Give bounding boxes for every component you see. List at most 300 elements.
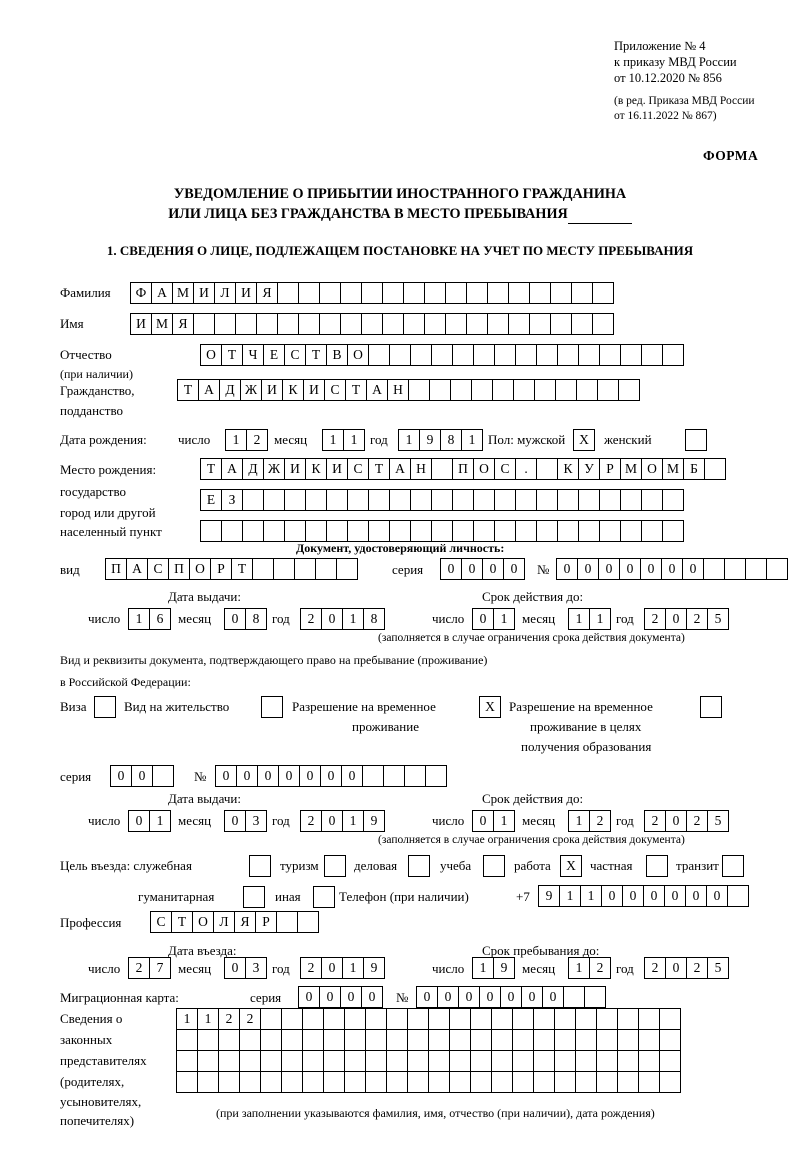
char-cell[interactable]: О (641, 458, 663, 480)
char-cell[interactable]: Ф (130, 282, 152, 304)
char-cell[interactable]: Р (255, 911, 277, 933)
permit-number-cells[interactable] (215, 765, 446, 787)
char-cell[interactable] (596, 1029, 618, 1051)
char-cell[interactable] (326, 489, 348, 511)
char-cell[interactable]: П (452, 458, 474, 480)
char-cell[interactable] (294, 558, 316, 580)
char-cell[interactable] (176, 1071, 198, 1093)
char-cell[interactable]: Е (263, 344, 285, 366)
doc-valid-month-cells[interactable] (568, 608, 610, 630)
char-cell[interactable]: И (235, 282, 257, 304)
char-cell[interactable]: 1 (589, 608, 611, 630)
char-cell[interactable]: 0 (661, 558, 683, 580)
char-cell[interactable] (550, 282, 572, 304)
char-cell[interactable] (235, 313, 257, 335)
char-cell[interactable] (452, 520, 474, 542)
char-cell[interactable]: 8 (440, 429, 462, 451)
char-cell[interactable] (281, 1029, 303, 1051)
char-cell[interactable]: 1 (568, 957, 590, 979)
char-cell[interactable]: 0 (437, 986, 459, 1008)
purpose-humanitarian-checkbox[interactable] (243, 886, 265, 908)
char-cell[interactable]: С (284, 344, 306, 366)
char-cell[interactable] (404, 765, 426, 787)
char-cell[interactable] (284, 520, 306, 542)
char-cell[interactable] (638, 1029, 660, 1051)
purpose-tourism-checkbox[interactable] (324, 855, 346, 877)
char-cell[interactable] (218, 1029, 240, 1051)
char-cell[interactable] (617, 1029, 639, 1051)
char-cell[interactable] (620, 489, 642, 511)
sex-male-checkbox[interactable]: X (573, 429, 595, 451)
doc-issue-month-cells[interactable] (224, 608, 266, 630)
char-cell[interactable] (576, 379, 598, 401)
char-cell[interactable]: 2 (589, 957, 611, 979)
char-cell[interactable]: 0 (503, 558, 525, 580)
char-cell[interactable]: 0 (298, 986, 320, 1008)
char-cell[interactable] (512, 1071, 534, 1093)
char-cell[interactable] (340, 282, 362, 304)
char-cell[interactable]: 0 (685, 885, 707, 907)
char-cell[interactable] (557, 520, 579, 542)
char-cell[interactable] (344, 1029, 366, 1051)
char-cell[interactable]: 0 (257, 765, 279, 787)
doc-number-cells[interactable] (556, 558, 787, 580)
char-cell[interactable] (473, 344, 495, 366)
char-cell[interactable] (152, 765, 174, 787)
stay-month-cells[interactable] (568, 957, 610, 979)
char-cell[interactable] (641, 489, 663, 511)
char-cell[interactable] (512, 1029, 534, 1051)
char-cell[interactable]: 0 (521, 986, 543, 1008)
surname-cells[interactable] (130, 282, 613, 304)
char-cell[interactable]: 2 (644, 810, 666, 832)
char-cell[interactable] (344, 1008, 366, 1030)
phone-cells[interactable] (538, 885, 748, 907)
char-cell[interactable] (407, 1050, 429, 1072)
char-cell[interactable]: С (324, 379, 346, 401)
edu-residence-checkbox[interactable] (700, 696, 722, 718)
char-cell[interactable]: О (347, 344, 369, 366)
char-cell[interactable] (260, 1050, 282, 1072)
char-cell[interactable] (407, 1071, 429, 1093)
char-cell[interactable] (403, 282, 425, 304)
char-cell[interactable] (239, 1071, 261, 1093)
char-cell[interactable] (536, 344, 558, 366)
char-cell[interactable] (386, 1029, 408, 1051)
char-cell[interactable]: 0 (128, 810, 150, 832)
char-cell[interactable] (193, 313, 215, 335)
char-cell[interactable] (529, 313, 551, 335)
char-cell[interactable] (533, 1071, 555, 1093)
char-cell[interactable]: 1 (342, 957, 364, 979)
char-cell[interactable] (529, 282, 551, 304)
char-cell[interactable] (340, 313, 362, 335)
char-cell[interactable]: 1 (568, 810, 590, 832)
char-cell[interactable] (536, 489, 558, 511)
permit-issue-month-cells[interactable] (224, 810, 266, 832)
doc-series-cells[interactable] (440, 558, 524, 580)
char-cell[interactable]: А (389, 458, 411, 480)
char-cell[interactable] (176, 1050, 198, 1072)
char-cell[interactable] (445, 282, 467, 304)
char-cell[interactable] (662, 344, 684, 366)
char-cell[interactable]: 6 (149, 608, 171, 630)
char-cell[interactable]: 0 (440, 558, 462, 580)
char-cell[interactable] (431, 458, 453, 480)
char-cell[interactable]: 1 (197, 1008, 219, 1030)
char-cell[interactable]: 9 (363, 810, 385, 832)
char-cell[interactable] (242, 520, 264, 542)
char-cell[interactable]: 0 (482, 558, 504, 580)
char-cell[interactable]: 5 (707, 810, 729, 832)
char-cell[interactable]: 0 (236, 765, 258, 787)
birthplace-row3-cells[interactable] (200, 520, 683, 542)
entry-year-cells[interactable] (300, 957, 384, 979)
char-cell[interactable] (368, 489, 390, 511)
char-cell[interactable] (557, 344, 579, 366)
char-cell[interactable] (386, 1050, 408, 1072)
char-cell[interactable] (575, 1071, 597, 1093)
char-cell[interactable]: 1 (568, 608, 590, 630)
char-cell[interactable]: О (189, 558, 211, 580)
birthplace-row2-cells[interactable] (200, 489, 683, 511)
char-cell[interactable] (659, 1071, 681, 1093)
char-cell[interactable] (515, 520, 537, 542)
char-cell[interactable]: 8 (363, 608, 385, 630)
char-cell[interactable] (659, 1008, 681, 1030)
char-cell[interactable] (428, 1071, 450, 1093)
char-cell[interactable]: И (284, 458, 306, 480)
temp-residence-checkbox[interactable]: X (479, 696, 501, 718)
char-cell[interactable]: 0 (299, 765, 321, 787)
char-cell[interactable] (382, 313, 404, 335)
char-cell[interactable] (536, 458, 558, 480)
char-cell[interactable]: 1 (225, 429, 247, 451)
char-cell[interactable] (512, 1050, 534, 1072)
doc-valid-year-cells[interactable] (644, 608, 728, 630)
char-cell[interactable]: 0 (321, 810, 343, 832)
char-cell[interactable]: З (221, 489, 243, 511)
char-cell[interactable] (276, 911, 298, 933)
residence-checkbox[interactable] (261, 696, 283, 718)
char-cell[interactable] (431, 344, 453, 366)
profession-cells[interactable] (150, 911, 318, 933)
char-cell[interactable] (555, 379, 577, 401)
char-cell[interactable]: 0 (361, 986, 383, 1008)
char-cell[interactable] (344, 1071, 366, 1093)
char-cell[interactable]: А (126, 558, 148, 580)
citizenship-cells[interactable] (177, 379, 639, 401)
char-cell[interactable]: М (662, 458, 684, 480)
char-cell[interactable]: Т (177, 379, 199, 401)
char-cell[interactable]: И (303, 379, 325, 401)
char-cell[interactable]: 9 (363, 957, 385, 979)
char-cell[interactable] (578, 520, 600, 542)
char-cell[interactable]: 2 (686, 810, 708, 832)
char-cell[interactable] (408, 379, 430, 401)
char-cell[interactable] (302, 1029, 324, 1051)
char-cell[interactable] (429, 379, 451, 401)
char-cell[interactable] (256, 313, 278, 335)
char-cell[interactable]: 0 (643, 885, 665, 907)
char-cell[interactable] (315, 558, 337, 580)
patronymic-cells[interactable] (200, 344, 683, 366)
legal-rep-row3-cells[interactable] (176, 1050, 680, 1072)
char-cell[interactable] (431, 520, 453, 542)
char-cell[interactable]: 1 (559, 885, 581, 907)
doc-kind-cells[interactable] (105, 558, 357, 580)
char-cell[interactable] (554, 1008, 576, 1030)
char-cell[interactable]: 9 (493, 957, 515, 979)
char-cell[interactable] (281, 1071, 303, 1093)
char-cell[interactable]: Н (387, 379, 409, 401)
char-cell[interactable] (563, 986, 585, 1008)
birth-month-cells[interactable] (322, 429, 364, 451)
permit-valid-month-cells[interactable] (568, 810, 610, 832)
char-cell[interactable] (508, 313, 530, 335)
purpose-work-checkbox[interactable]: X (560, 855, 582, 877)
stay-day-cells[interactable] (472, 957, 514, 979)
char-cell[interactable] (724, 558, 746, 580)
char-cell[interactable] (197, 1071, 219, 1093)
char-cell[interactable] (403, 313, 425, 335)
char-cell[interactable] (641, 520, 663, 542)
char-cell[interactable] (596, 1008, 618, 1030)
char-cell[interactable] (302, 1050, 324, 1072)
char-cell[interactable]: 5 (707, 608, 729, 630)
char-cell[interactable]: 0 (224, 608, 246, 630)
char-cell[interactable] (383, 765, 405, 787)
char-cell[interactable]: 1 (472, 957, 494, 979)
char-cell[interactable] (452, 344, 474, 366)
char-cell[interactable] (638, 1050, 660, 1072)
char-cell[interactable] (302, 1008, 324, 1030)
char-cell[interactable] (176, 1029, 198, 1051)
char-cell[interactable] (431, 489, 453, 511)
char-cell[interactable]: М (151, 313, 173, 335)
char-cell[interactable]: О (200, 344, 222, 366)
legal-rep-row4-cells[interactable] (176, 1071, 680, 1093)
char-cell[interactable] (466, 282, 488, 304)
char-cell[interactable]: 1 (128, 608, 150, 630)
char-cell[interactable]: 0 (461, 558, 483, 580)
char-cell[interactable]: 0 (224, 810, 246, 832)
doc-valid-day-cells[interactable] (472, 608, 514, 630)
char-cell[interactable]: У (578, 458, 600, 480)
char-cell[interactable] (617, 1071, 639, 1093)
char-cell[interactable]: Т (305, 344, 327, 366)
char-cell[interactable] (515, 344, 537, 366)
char-cell[interactable]: И (130, 313, 152, 335)
char-cell[interactable] (571, 313, 593, 335)
char-cell[interactable] (703, 558, 725, 580)
char-cell[interactable] (277, 282, 299, 304)
char-cell[interactable] (407, 1029, 429, 1051)
char-cell[interactable] (638, 1008, 660, 1030)
char-cell[interactable] (323, 1050, 345, 1072)
entry-month-cells[interactable] (224, 957, 266, 979)
char-cell[interactable] (487, 313, 509, 335)
char-cell[interactable]: Я (234, 911, 256, 933)
permit-issue-day-cells[interactable] (128, 810, 170, 832)
char-cell[interactable] (424, 313, 446, 335)
char-cell[interactable] (599, 489, 621, 511)
char-cell[interactable] (492, 379, 514, 401)
char-cell[interactable] (592, 313, 614, 335)
char-cell[interactable]: 0 (472, 608, 494, 630)
char-cell[interactable] (260, 1029, 282, 1051)
char-cell[interactable]: Е (200, 489, 222, 511)
purpose-service-checkbox[interactable] (249, 855, 271, 877)
char-cell[interactable]: Т (231, 558, 253, 580)
char-cell[interactable] (470, 1050, 492, 1072)
char-cell[interactable] (471, 379, 493, 401)
char-cell[interactable]: 1 (493, 810, 515, 832)
migration-series-cells[interactable] (298, 986, 382, 1008)
sex-female-checkbox[interactable] (685, 429, 707, 451)
char-cell[interactable] (617, 1050, 639, 1072)
char-cell[interactable]: 0 (619, 558, 641, 580)
char-cell[interactable]: 2 (686, 957, 708, 979)
char-cell[interactable] (252, 558, 274, 580)
migration-number-cells[interactable] (416, 986, 605, 1008)
char-cell[interactable] (578, 344, 600, 366)
char-cell[interactable] (618, 379, 640, 401)
char-cell[interactable]: 0 (664, 885, 686, 907)
char-cell[interactable]: К (282, 379, 304, 401)
char-cell[interactable]: 2 (686, 608, 708, 630)
char-cell[interactable]: А (151, 282, 173, 304)
char-cell[interactable] (662, 489, 684, 511)
char-cell[interactable] (424, 282, 446, 304)
char-cell[interactable] (273, 558, 295, 580)
char-cell[interactable]: 0 (110, 765, 132, 787)
char-cell[interactable] (449, 1050, 471, 1072)
char-cell[interactable] (347, 489, 369, 511)
char-cell[interactable] (578, 489, 600, 511)
char-cell[interactable] (575, 1029, 597, 1051)
char-cell[interactable]: 0 (341, 765, 363, 787)
char-cell[interactable] (533, 1050, 555, 1072)
char-cell[interactable] (214, 313, 236, 335)
char-cell[interactable] (445, 313, 467, 335)
char-cell[interactable]: 1 (580, 885, 602, 907)
char-cell[interactable]: 0 (319, 986, 341, 1008)
char-cell[interactable]: 2 (589, 810, 611, 832)
char-cell[interactable] (452, 489, 474, 511)
name-cells[interactable] (130, 313, 613, 335)
char-cell[interactable] (365, 1029, 387, 1051)
char-cell[interactable]: А (366, 379, 388, 401)
char-cell[interactable] (326, 520, 348, 542)
char-cell[interactable]: 0 (320, 765, 342, 787)
char-cell[interactable] (298, 282, 320, 304)
char-cell[interactable] (263, 520, 285, 542)
char-cell[interactable] (336, 558, 358, 580)
char-cell[interactable]: Д (219, 379, 241, 401)
stay-year-cells[interactable] (644, 957, 728, 979)
char-cell[interactable] (428, 1029, 450, 1051)
char-cell[interactable] (365, 1050, 387, 1072)
char-cell[interactable]: И (261, 379, 283, 401)
char-cell[interactable]: Т (200, 458, 222, 480)
char-cell[interactable]: 1 (493, 608, 515, 630)
char-cell[interactable]: Л (214, 282, 236, 304)
char-cell[interactable] (449, 1071, 471, 1093)
birth-day-cells[interactable] (225, 429, 267, 451)
char-cell[interactable] (494, 520, 516, 542)
purpose-private-checkbox[interactable] (646, 855, 668, 877)
char-cell[interactable] (305, 489, 327, 511)
char-cell[interactable] (239, 1029, 261, 1051)
char-cell[interactable]: 1 (342, 810, 364, 832)
char-cell[interactable]: Ж (240, 379, 262, 401)
char-cell[interactable] (449, 1008, 471, 1030)
char-cell[interactable]: 0 (215, 765, 237, 787)
char-cell[interactable]: М (620, 458, 642, 480)
char-cell[interactable] (389, 489, 411, 511)
char-cell[interactable] (487, 282, 509, 304)
char-cell[interactable] (361, 282, 383, 304)
char-cell[interactable]: 0 (131, 765, 153, 787)
char-cell[interactable] (382, 282, 404, 304)
char-cell[interactable]: 1 (461, 429, 483, 451)
char-cell[interactable]: 1 (398, 429, 420, 451)
char-cell[interactable] (365, 1008, 387, 1030)
char-cell[interactable] (704, 458, 726, 480)
char-cell[interactable]: 2 (218, 1008, 240, 1030)
char-cell[interactable] (410, 520, 432, 542)
char-cell[interactable]: И (193, 282, 215, 304)
char-cell[interactable]: Ч (242, 344, 264, 366)
char-cell[interactable] (550, 313, 572, 335)
char-cell[interactable] (575, 1050, 597, 1072)
char-cell[interactable]: 8 (245, 608, 267, 630)
char-cell[interactable]: 0 (340, 986, 362, 1008)
char-cell[interactable] (491, 1050, 513, 1072)
char-cell[interactable]: 7 (149, 957, 171, 979)
char-cell[interactable] (319, 313, 341, 335)
char-cell[interactable] (473, 489, 495, 511)
char-cell[interactable] (494, 344, 516, 366)
char-cell[interactable] (533, 1029, 555, 1051)
char-cell[interactable]: 0 (556, 558, 578, 580)
char-cell[interactable]: Т (171, 911, 193, 933)
char-cell[interactable] (554, 1071, 576, 1093)
char-cell[interactable] (389, 344, 411, 366)
char-cell[interactable] (428, 1008, 450, 1030)
char-cell[interactable]: 0 (542, 986, 564, 1008)
doc-issue-year-cells[interactable] (300, 608, 384, 630)
char-cell[interactable]: С (347, 458, 369, 480)
char-cell[interactable]: Р (599, 458, 621, 480)
char-cell[interactable]: Н (410, 458, 432, 480)
char-cell[interactable] (554, 1029, 576, 1051)
char-cell[interactable] (466, 313, 488, 335)
char-cell[interactable] (491, 1008, 513, 1030)
char-cell[interactable] (200, 520, 222, 542)
char-cell[interactable]: 0 (622, 885, 644, 907)
char-cell[interactable] (745, 558, 767, 580)
char-cell[interactable] (368, 344, 390, 366)
char-cell[interactable] (365, 1071, 387, 1093)
char-cell[interactable] (218, 1071, 240, 1093)
char-cell[interactable]: 0 (640, 558, 662, 580)
legal-rep-row2-cells[interactable] (176, 1029, 680, 1051)
permit-valid-year-cells[interactable] (644, 810, 728, 832)
char-cell[interactable] (281, 1008, 303, 1030)
char-cell[interactable]: Б (683, 458, 705, 480)
